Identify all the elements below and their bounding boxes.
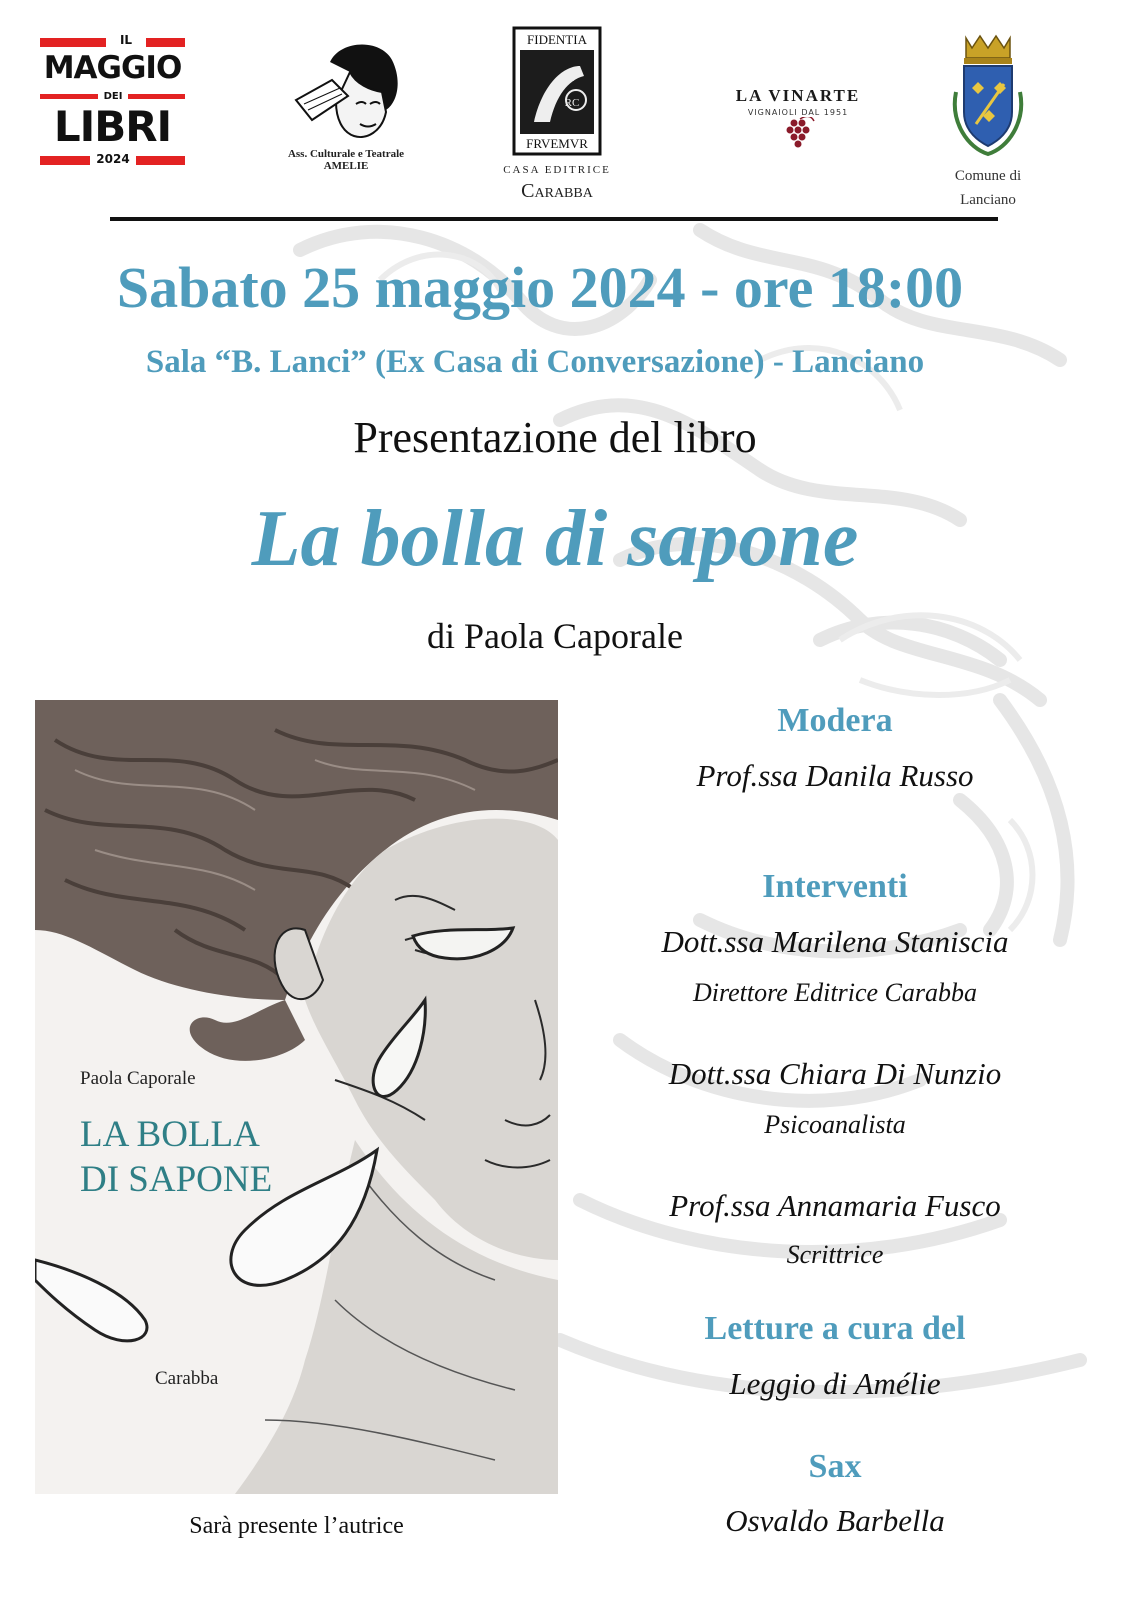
comune-line1: Comune di bbox=[954, 168, 1022, 184]
modera-heading: Modera bbox=[777, 702, 893, 739]
book-cover bbox=[35, 700, 558, 1494]
letture-heading: Letture a cura del bbox=[704, 1310, 966, 1347]
header-divider bbox=[110, 217, 998, 221]
carabba-motto-top: FIDENTIA bbox=[527, 32, 587, 47]
presentation-intro: Presentazione del libro bbox=[353, 413, 757, 462]
maggio-logo-line5: 2024 bbox=[90, 152, 136, 166]
cover-publisher: Carabba bbox=[155, 1368, 219, 1389]
cover-title-line1: LA BOLLA bbox=[80, 1114, 260, 1155]
carabba-motto-bottom: FRVEMVR bbox=[526, 136, 588, 151]
carabba-name: Carabba bbox=[521, 180, 593, 202]
comune-coat-of-arms-logo bbox=[948, 32, 1028, 162]
maggio-logo-line2: MAGGIO bbox=[43, 50, 182, 86]
carabba-subtitle: CASA EDITRICE bbox=[503, 164, 611, 176]
speaker-name: Dott.ssa Marilena Staniscia bbox=[661, 924, 1009, 959]
sax-heading: Sax bbox=[808, 1448, 862, 1485]
book-title: La bolla di sapone bbox=[251, 495, 859, 583]
speaker-role: Direttore Editrice Carabba bbox=[692, 978, 978, 1007]
interventi-heading: Interventi bbox=[762, 868, 908, 905]
vinarte-sub: VIGNAIOLI DAL 1951 bbox=[747, 108, 849, 117]
carabba-emblem-logo bbox=[512, 26, 602, 156]
author-present-note: Sarà presente l’autrice bbox=[189, 1513, 404, 1539]
speaker-name: Prof.ssa Annamaria Fusco bbox=[669, 1188, 1001, 1223]
book-author: di Paola Caporale bbox=[427, 616, 683, 656]
event-venue: Sala “B. Lanci” (Ex Casa di Conversazione) - Lanciano bbox=[145, 344, 925, 380]
sax-name: Osvaldo Barbella bbox=[725, 1503, 945, 1538]
comune-caption bbox=[930, 164, 1046, 212]
cover-title bbox=[80, 1112, 272, 1202]
maggio-logo-line4: LIBRI bbox=[53, 102, 172, 151]
cover-illustration bbox=[35, 700, 558, 1494]
carabba-monogram: RC bbox=[564, 97, 580, 109]
speaker-name: Dott.ssa Chiara Di Nunzio bbox=[668, 1056, 1002, 1091]
maggio-dei-libri-logo bbox=[40, 33, 185, 170]
letture-name: Leggio di Amélie bbox=[729, 1366, 941, 1401]
amelie-logo-caption bbox=[262, 148, 430, 172]
amelie-line2: AMELIE bbox=[323, 160, 369, 172]
speaker-role: Psicoanalista bbox=[764, 1110, 906, 1139]
maggio-logo-line3: DEI bbox=[98, 91, 128, 102]
comune-line2: Lanciano bbox=[960, 192, 1016, 208]
modera-name: Prof.ssa Danila Russo bbox=[696, 758, 974, 793]
grape-icon bbox=[718, 117, 878, 157]
vinarte-name: LA VINARTE bbox=[735, 86, 861, 105]
cover-author: Paola Caporale bbox=[80, 1068, 196, 1089]
speaker-role: Scrittrice bbox=[786, 1240, 884, 1269]
cover-title-line2: DI SAPONE bbox=[80, 1159, 273, 1200]
la-vinarte-logo bbox=[718, 86, 878, 162]
maggio-logo-line1: IL bbox=[106, 33, 146, 47]
amelie-line1: Ass. Culturale e Teatrale bbox=[287, 148, 405, 160]
event-date: Sabato 25 maggio 2024 - ore 18:00 bbox=[116, 255, 964, 320]
